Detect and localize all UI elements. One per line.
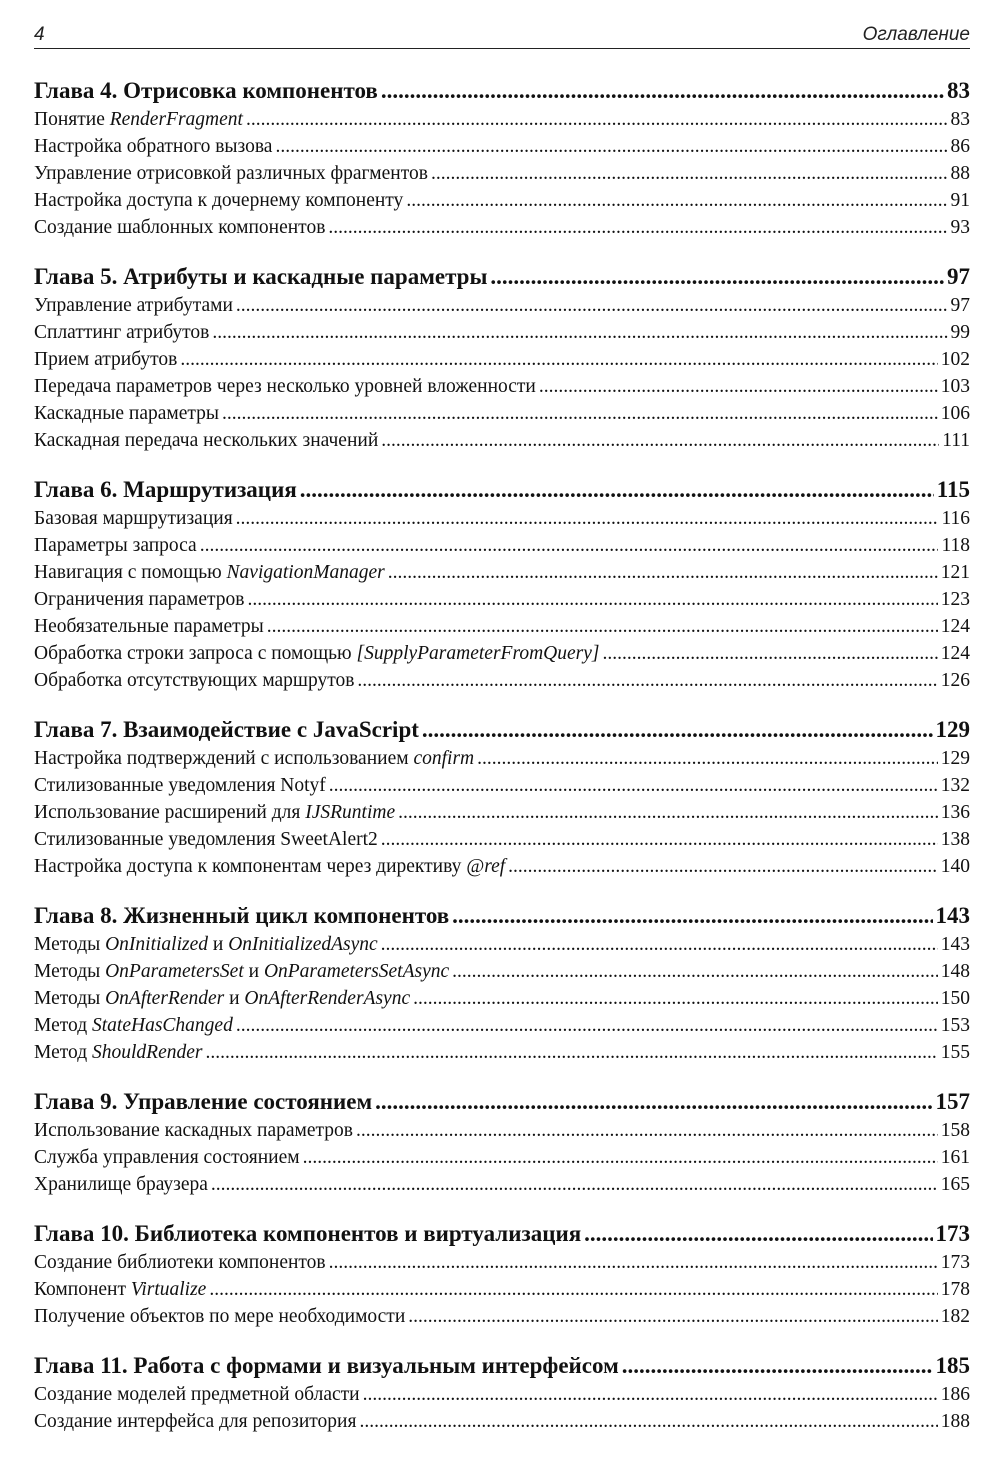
section-title-text: Управление отрисовкой различных фрагментов	[34, 163, 428, 184]
section-page-number: 140	[940, 856, 970, 877]
section-title-code-term: OnInitializedAsync	[228, 934, 378, 955]
dot-leader	[275, 133, 947, 160]
section-title-text: Понятие	[34, 109, 110, 130]
section-title-text: Настройка подтверждений с использованием	[34, 748, 414, 769]
section-entry[interactable]	[34, 958, 970, 985]
section-title-text: Настройка доступа к дочернему компоненту	[34, 190, 404, 211]
section-title-text: Методы	[34, 988, 106, 1009]
section-entry[interactable]	[34, 985, 970, 1012]
section-title-text: Сплаттинг атрибутов	[34, 322, 210, 343]
chapter-title: Глава 5. Атрибуты и каскадные параметры	[34, 264, 488, 289]
section-title-text: Использование расширений для	[34, 802, 306, 823]
section-entry[interactable]	[34, 1117, 970, 1144]
section-title	[34, 1117, 353, 1144]
section-title-code-term: OnAfterRender	[105, 988, 225, 1009]
section-title-code-term: StateHasChanged	[92, 1015, 233, 1036]
chapter-page-number: 157	[935, 1089, 970, 1114]
page-number: 4	[34, 24, 45, 45]
section-title	[34, 1408, 356, 1435]
section-entry[interactable]	[34, 1144, 970, 1171]
section-entry[interactable]	[34, 319, 970, 346]
section-entry[interactable]	[34, 745, 970, 772]
section-title	[34, 667, 354, 694]
section-title-text: Использование каскадных параметров	[34, 1120, 353, 1141]
section-entry[interactable]	[34, 1171, 970, 1198]
dot-leader	[267, 613, 938, 640]
section-page-number: 83	[950, 109, 970, 130]
section-title-code-term: IJSRuntime	[305, 802, 396, 823]
section-page-number: 182	[940, 1306, 970, 1327]
section-title-code-term: NavigationManager	[226, 562, 385, 583]
section-title-text: Методы	[34, 934, 106, 955]
section-page-number: 158	[940, 1120, 970, 1141]
section-title-code-term: [SupplyParameterFromQuery]	[356, 643, 600, 664]
section-entry[interactable]	[34, 160, 970, 187]
section-entry[interactable]	[34, 346, 970, 373]
section-page-number: 178	[940, 1279, 970, 1300]
section-entry[interactable]	[34, 853, 970, 880]
section-title-code-term: Virtualize	[130, 1279, 207, 1300]
chapter-page-number: 129	[935, 717, 970, 742]
section-entry[interactable]	[34, 505, 970, 532]
section-title-text: Создание шаблонных компонентов	[34, 217, 326, 238]
section-title-text: Управление атрибутами	[34, 295, 233, 316]
section-page-number: 132	[940, 775, 970, 796]
section-title	[34, 1012, 233, 1039]
chapter-block	[34, 1219, 970, 1330]
section-title-code-term: ShouldRender	[92, 1042, 203, 1063]
section-title	[34, 319, 209, 346]
section-entry[interactable]	[34, 373, 970, 400]
section-title	[34, 214, 325, 241]
section-title-text: Получение объектов по мере необходимости	[34, 1306, 406, 1327]
section-title	[34, 133, 272, 160]
section-title-text: Метод	[34, 1015, 92, 1036]
dot-leader	[363, 1381, 938, 1408]
section-page-number: 123	[940, 589, 970, 610]
section-title-text: Базовая маршрутизация	[34, 508, 233, 529]
dot-leader	[236, 1012, 938, 1039]
section-page-number: 153	[940, 1015, 970, 1036]
section-entry[interactable]	[34, 826, 970, 853]
section-page-number: 88	[950, 163, 970, 184]
section-title-code-term: OnAfterRenderAsync	[244, 988, 411, 1009]
chapter-heading[interactable]	[34, 715, 970, 745]
chapter-block	[34, 475, 970, 694]
section-entry[interactable]	[34, 559, 970, 586]
section-page-number: 124	[940, 616, 970, 637]
chapter-title: Глава 6. Маршрутизация	[34, 477, 297, 502]
chapter-page-number: 173	[935, 1221, 970, 1246]
section-page-number: 124	[940, 643, 970, 664]
section-title-text: Методы	[34, 961, 106, 982]
chapter-block	[34, 715, 970, 880]
section-page-number: 99	[950, 322, 970, 343]
section-page-number: 106	[940, 403, 970, 424]
section-title	[34, 799, 395, 826]
section-page-number: 188	[940, 1411, 970, 1432]
section-title-text: Обработка строки запроса с помощью	[34, 643, 357, 664]
section-title	[34, 613, 264, 640]
section-title	[34, 1249, 326, 1276]
section-entry[interactable]	[34, 1249, 970, 1276]
section-title-text: Стилизованные уведомления SweetAlert2	[34, 829, 378, 850]
dot-leader	[477, 745, 938, 772]
section-page-number: 161	[940, 1147, 970, 1168]
section-title	[34, 160, 428, 187]
section-entry[interactable]	[34, 1303, 970, 1330]
chapter-block	[34, 1087, 970, 1198]
section-title-text: Создание моделей предметной области	[34, 1384, 360, 1405]
section-title	[34, 640, 599, 667]
dot-leader	[200, 532, 939, 559]
section-title-text: Стилизованные уведомления Notyf	[34, 775, 326, 796]
dot-leader	[246, 106, 948, 133]
section-page-number: 97	[950, 295, 970, 316]
dot-leader	[222, 400, 938, 427]
chapter-page-number: 97	[947, 264, 970, 289]
dot-leader	[356, 1117, 938, 1144]
dot-leader	[381, 826, 938, 853]
dot-leader	[180, 346, 937, 373]
dot-leader	[381, 931, 938, 958]
section-title	[34, 1276, 206, 1303]
section-title	[34, 400, 219, 427]
section-entry[interactable]	[34, 400, 970, 427]
section-title	[34, 346, 177, 373]
dot-leader	[408, 1303, 937, 1330]
chapter-heading[interactable]	[34, 262, 970, 292]
section-title	[34, 826, 378, 853]
chapter-heading[interactable]	[34, 76, 970, 106]
section-page-number: 150	[940, 988, 970, 1009]
dot-leader	[490, 262, 944, 292]
dot-leader	[357, 667, 937, 694]
section-title-text: Необязательные параметры	[34, 616, 264, 637]
section-entry[interactable]	[34, 613, 970, 640]
section-title	[34, 292, 233, 319]
dot-leader	[209, 1276, 937, 1303]
chapter-title: Глава 11. Работа с формами и визуальным интерфейсом	[34, 1353, 619, 1378]
section-title-text: Каскадные параметры	[34, 403, 219, 424]
section-entry[interactable]	[34, 772, 970, 799]
chapter-heading[interactable]	[34, 901, 970, 931]
dot-leader	[329, 772, 938, 799]
section-title-text: Служба управления состоянием	[34, 1147, 300, 1168]
section-title-code-term: RenderFragment	[109, 109, 243, 130]
section-title	[34, 1039, 202, 1066]
dot-leader	[406, 187, 947, 214]
chapter-block	[34, 262, 970, 454]
section-entry[interactable]	[34, 667, 970, 694]
table-of-contents	[34, 76, 970, 1456]
dot-leader	[422, 715, 933, 745]
section-entry[interactable]	[34, 931, 970, 958]
chapter-page-number: 115	[936, 477, 970, 502]
section-entry[interactable]	[34, 1039, 970, 1066]
section-title	[34, 373, 536, 400]
dot-leader	[211, 1171, 938, 1198]
section-page-number: 129	[940, 748, 970, 769]
section-entry[interactable]	[34, 1381, 970, 1408]
dot-leader	[303, 1144, 938, 1171]
section-title-code-term: OnParametersSet	[105, 961, 244, 982]
section-title	[34, 532, 197, 559]
section-page-number: 86	[950, 136, 970, 157]
section-title-text: Создание интерфейса для репозитория	[34, 1411, 357, 1432]
section-title	[34, 1171, 208, 1198]
dot-leader	[452, 958, 938, 985]
section-page-number: 186	[940, 1384, 970, 1405]
section-title	[34, 1144, 300, 1171]
dot-leader	[539, 373, 938, 400]
section-page-number: 165	[940, 1174, 970, 1195]
dot-leader	[398, 799, 938, 826]
section-title-text: и	[243, 961, 264, 982]
dot-leader	[212, 319, 947, 346]
section-title	[34, 106, 243, 133]
dot-leader	[388, 559, 938, 586]
chapter-heading[interactable]	[34, 1087, 970, 1117]
section-page-number: 148	[940, 961, 970, 982]
section-title	[34, 958, 449, 985]
section-title-text: Обработка отсутствующих маршрутов	[34, 670, 355, 691]
chapter-heading[interactable]	[34, 475, 970, 505]
dot-leader	[431, 160, 948, 187]
section-title-text: Каскадная передача нескольких значений	[34, 430, 379, 451]
section-entry[interactable]	[34, 1012, 970, 1039]
section-title-text: Прием атрибутов	[34, 349, 178, 370]
section-entry[interactable]	[34, 292, 970, 319]
section-page-number: 173	[940, 1252, 970, 1273]
section-entry[interactable]	[34, 1408, 970, 1435]
section-title-text: Создание библиотеки компонентов	[34, 1252, 326, 1273]
section-title-code-term: OnInitialized	[105, 934, 209, 955]
section-title	[34, 505, 233, 532]
chapter-page-number: 143	[935, 903, 970, 928]
chapter-block	[34, 1351, 970, 1435]
section-page-number: 102	[940, 349, 970, 370]
dot-leader	[413, 985, 938, 1012]
dot-leader	[328, 214, 947, 241]
section-entry[interactable]	[34, 1276, 970, 1303]
chapter-page-number: 185	[935, 1353, 970, 1378]
section-title-text: Параметры запроса	[34, 535, 197, 556]
dot-leader	[381, 427, 939, 454]
section-title	[34, 586, 245, 613]
section-title	[34, 427, 378, 454]
dot-leader	[375, 1087, 932, 1117]
dot-leader	[300, 475, 934, 505]
section-title-text: Хранилище браузера	[34, 1174, 208, 1195]
section-title-text: и	[224, 988, 245, 1009]
section-title-text: Настройка доступа к компонентам через директиву	[34, 856, 467, 877]
chapter-page-number: 83	[947, 78, 970, 103]
dot-leader	[381, 76, 944, 106]
section-entry[interactable]	[34, 799, 970, 826]
page-header	[34, 24, 970, 49]
chapter-title: Глава 7. Взаимодействие с JavaScript	[34, 717, 419, 742]
section-entry[interactable]	[34, 640, 970, 667]
chapter-block	[34, 901, 970, 1066]
section-title	[34, 745, 474, 772]
dot-leader	[602, 640, 937, 667]
section-title	[34, 187, 403, 214]
section-page-number: 136	[940, 802, 970, 823]
section-title	[34, 1303, 405, 1330]
dot-leader	[622, 1351, 933, 1381]
section-page-number: 116	[941, 508, 970, 529]
section-page-number: 93	[950, 217, 970, 238]
chapter-block	[34, 76, 970, 241]
dot-leader	[236, 505, 939, 532]
section-page-number: 118	[941, 535, 970, 556]
dot-leader	[248, 586, 938, 613]
section-page-number: 143	[940, 934, 970, 955]
chapter-title: Глава 10. Библиотека компонентов и виртуализация	[34, 1221, 582, 1246]
section-title-code-term: confirm	[413, 748, 475, 769]
section-title	[34, 559, 385, 586]
section-title	[34, 772, 326, 799]
dot-leader	[236, 292, 948, 319]
section-page-number: 111	[942, 430, 970, 451]
chapter-title: Глава 8. Жизненный цикл компонентов	[34, 903, 450, 928]
section-title	[34, 985, 410, 1012]
section-entry[interactable]	[34, 586, 970, 613]
chapter-heading[interactable]	[34, 1219, 970, 1249]
section-title-text: Настройка обратного вызова	[34, 136, 273, 157]
section-title	[34, 1381, 360, 1408]
section-page-number: 91	[950, 190, 970, 211]
running-title: Оглавление	[862, 24, 970, 45]
section-title-code-term: @ref	[466, 856, 506, 877]
dot-leader	[452, 901, 932, 931]
chapter-title: Глава 4. Отрисовка компонентов	[34, 78, 378, 103]
section-title	[34, 853, 505, 880]
dot-leader	[584, 1219, 932, 1249]
section-title-text: Компонент	[34, 1279, 131, 1300]
section-page-number: 121	[940, 562, 970, 583]
section-entry[interactable]	[34, 532, 970, 559]
section-title-text: Навигация с помощью	[34, 562, 227, 583]
section-entry[interactable]	[34, 214, 970, 241]
section-page-number: 138	[940, 829, 970, 850]
section-page-number: 103	[940, 376, 970, 397]
section-page-number: 126	[940, 670, 970, 691]
dot-leader	[205, 1039, 937, 1066]
chapter-heading[interactable]	[34, 1351, 970, 1381]
section-page-number: 155	[940, 1042, 970, 1063]
dot-leader	[359, 1408, 937, 1435]
section-title-text: Передача параметров через несколько уровней вложенности	[34, 376, 536, 397]
section-title-text: Ограничения параметров	[34, 589, 245, 610]
section-entry[interactable]	[34, 427, 970, 454]
section-title-code-term: OnParametersSetAsync	[263, 961, 450, 982]
section-entry[interactable]	[34, 133, 970, 160]
dot-leader	[329, 1249, 938, 1276]
section-entry[interactable]	[34, 187, 970, 214]
dot-leader	[508, 853, 938, 880]
section-entry[interactable]	[34, 106, 970, 133]
chapter-title: Глава 9. Управление состоянием	[34, 1089, 373, 1114]
section-title-text: Метод	[34, 1042, 92, 1063]
section-title-text: и	[208, 934, 229, 955]
section-title	[34, 931, 378, 958]
